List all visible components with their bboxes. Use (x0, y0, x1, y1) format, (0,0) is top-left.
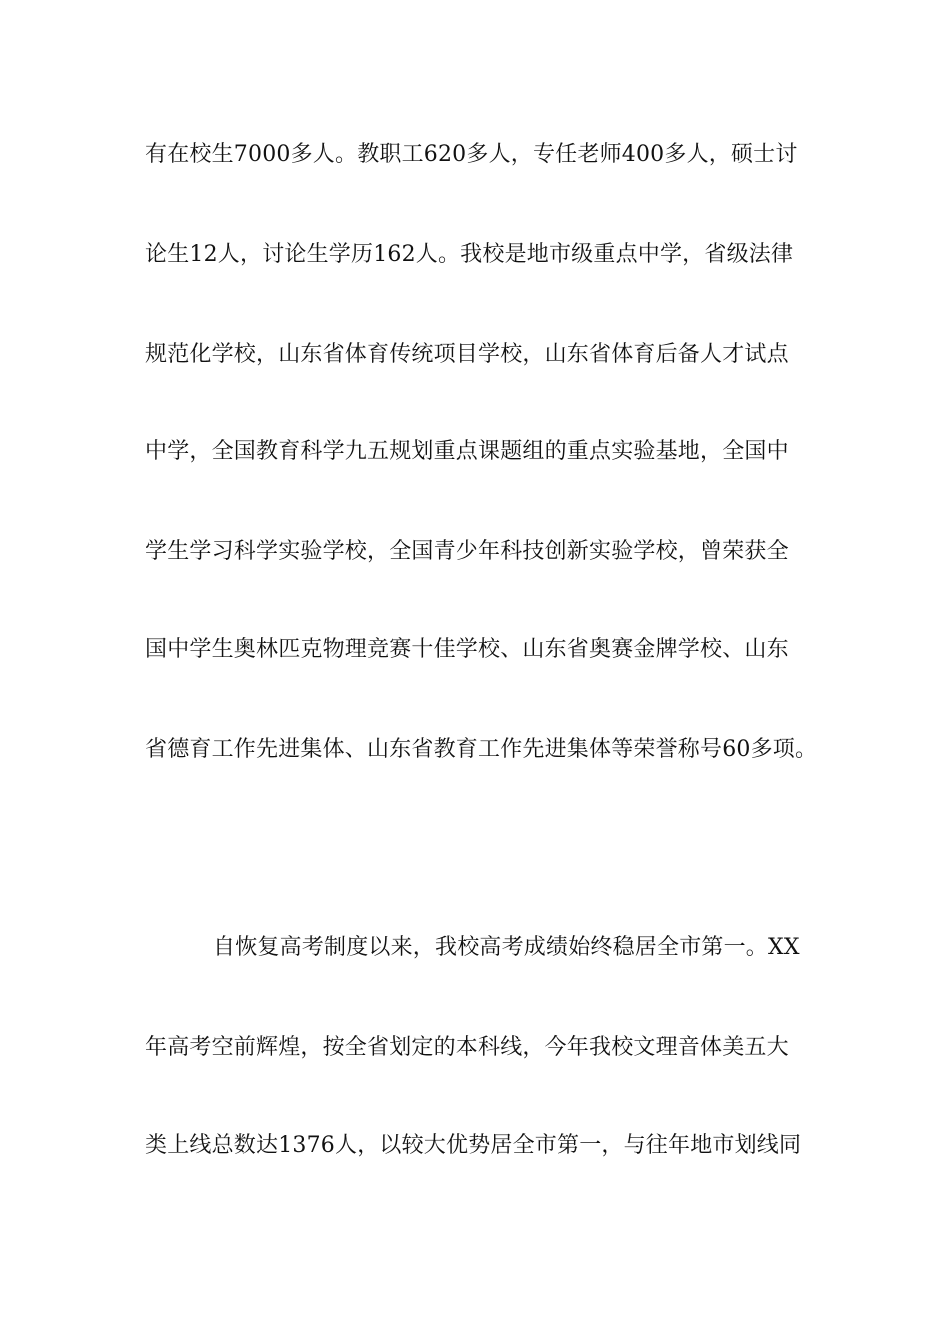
text-line: 国中学生奥林匹克物理竞赛十佳学校、山东省奥赛金牌学校、山东 (145, 637, 789, 662)
text-line: 规范化学校，山东省体育传统项目学校，山东省体育后备人才试点 (145, 342, 789, 367)
text-line: 论生12人，讨论生学历162人。我校是地市级重点中学，省级法律 (145, 242, 794, 267)
paragraph-first-line: 自恢复高考制度以来，我校高考成绩始终稳居全市第一。XX (213, 935, 800, 960)
text-line: 中学，全国教育科学九五规划重点课题组的重点实验基地，全国中 (145, 439, 789, 464)
text-line: 学生学习科学实验学校，全国青少年科技创新实验学校，曾荣获全 (145, 539, 789, 564)
text-line: 省德育工作先进集体、山东省教育工作先进集体等荣誉称号60多项。 (145, 737, 818, 762)
text-line: 年高考空前辉煌，按全省划定的本科线，今年我校文理音体美五大 (145, 1035, 789, 1060)
text-line: 有在校生7000多人。教职工620多人，专任老师400多人，硕士讨 (145, 142, 798, 167)
text-line: 类上线总数达1376人，以较大优势居全市第一，与往年地市划线同 (145, 1133, 802, 1158)
